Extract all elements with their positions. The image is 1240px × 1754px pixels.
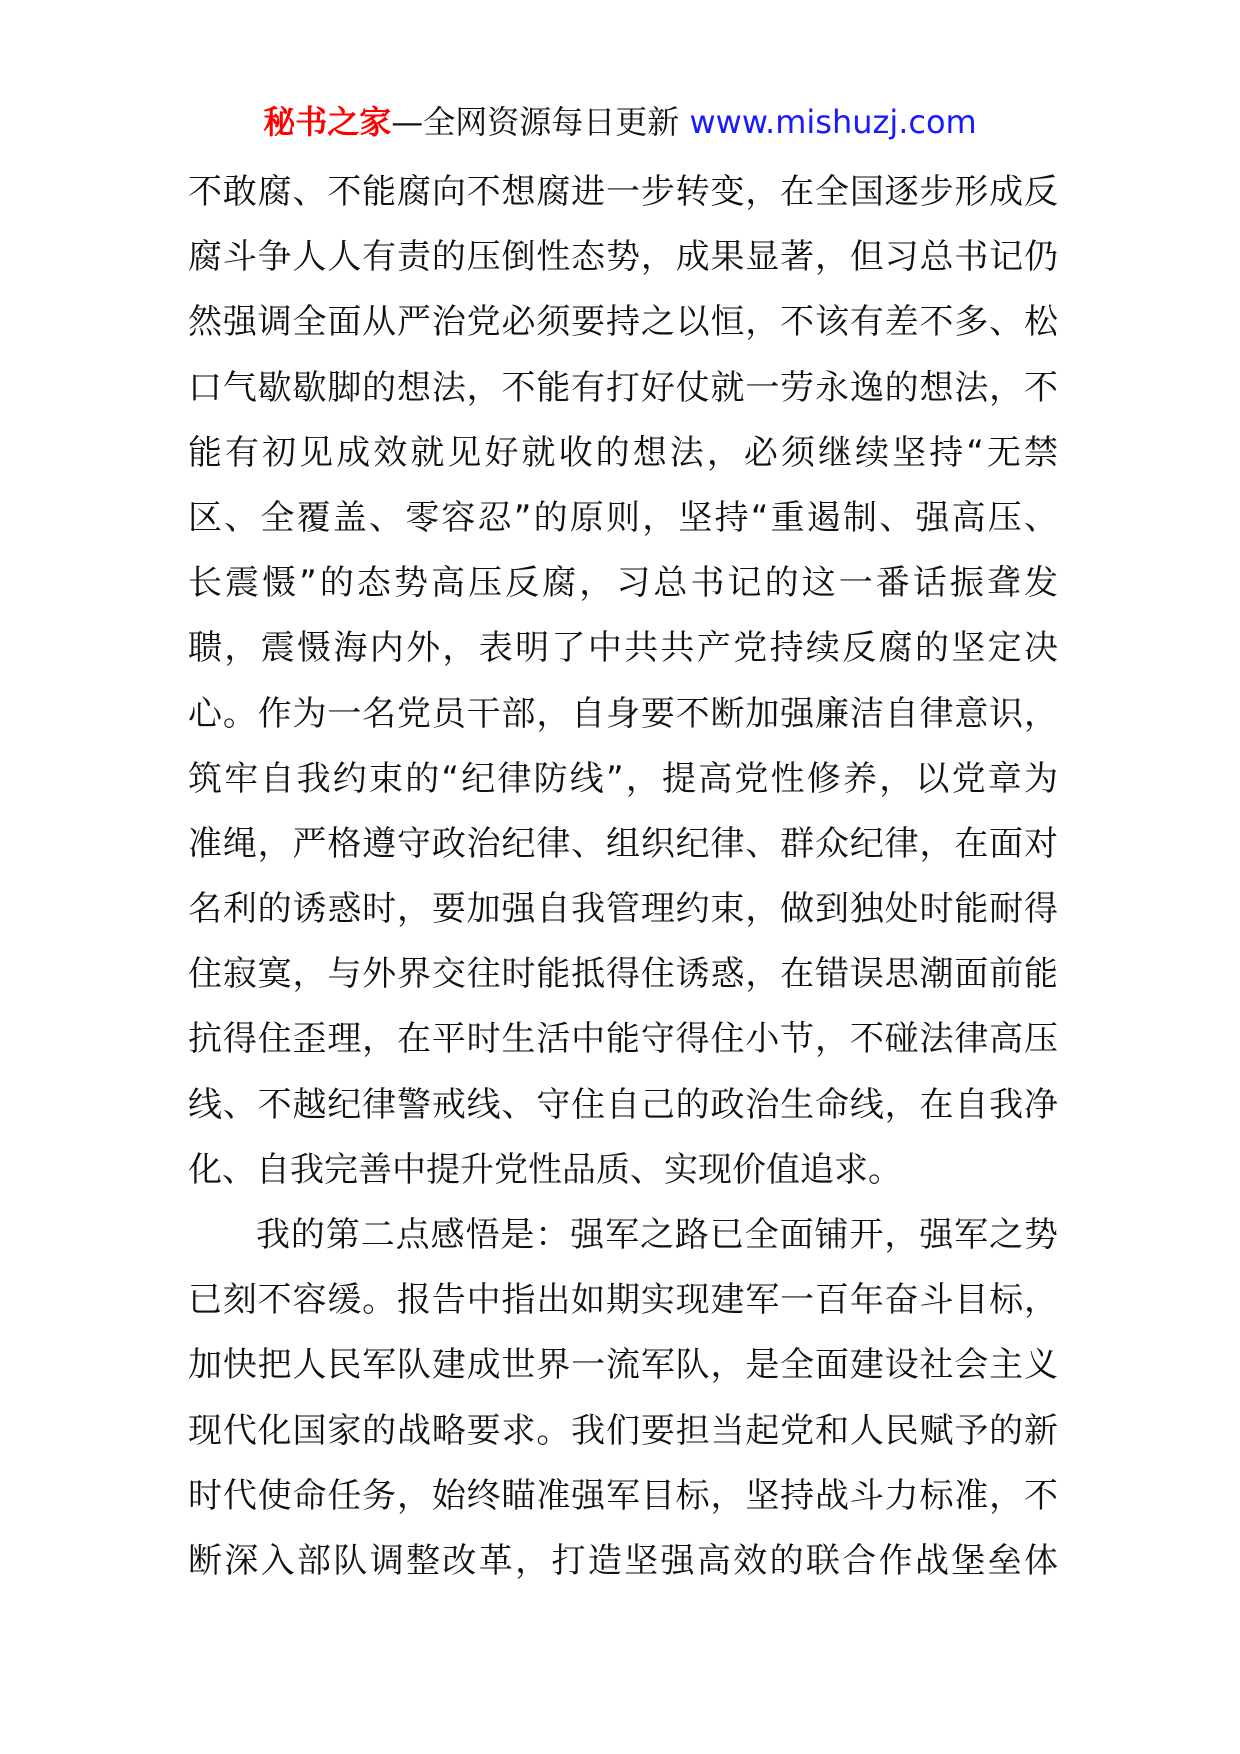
body-line: 聩，震慑海内外，表明了中共共产党持续反腐的坚定决: [188, 628, 1058, 669]
body-line: 心。作为一名党员干部，自身要不断加强廉洁自律意识，: [188, 693, 1058, 734]
body-line: 不敢腐、不能腐向不想腐进一步转变，在全国逐步形成反: [188, 172, 1058, 212]
body-line: 筑牢自我约束的“纪律防线”，提高党性修养，以党章为: [188, 758, 1058, 799]
body-line: 能有初见成效就见好就收的想法，必须继续坚持“无禁: [188, 432, 1058, 473]
body-line: 抗得住歪理，在平时生活中能守得住小节，不碰法律高压: [188, 1019, 1058, 1060]
body-line: 腐斗争人人有责的压倒性态势，成果显著，但习总书记仍: [188, 237, 1058, 278]
body-line: 住寂寞，与外界交往时能抵得住诱惑，在错误思潮面前能: [188, 954, 1058, 995]
body-line: 现代化国家的战略要求。我们要担当起党和人民赋予的新: [188, 1410, 1058, 1451]
body-line: 然强调全面从严治党必须要持之以恒，不该有差不多、松: [188, 302, 1058, 343]
body-line: 长震慑”的态势高压反腐，习总书记的这一番话振聋发: [188, 563, 1058, 604]
body-line: 区、全覆盖、零容忍”的原则，坚持“重遏制、强高压、: [188, 497, 1058, 538]
header-tagline: —全网资源每日更新: [391, 103, 690, 141]
page-header: [0, 100, 1240, 144]
body-line: 加快把人民军队建成世界一流军队，是全面建设社会主义: [188, 1345, 1058, 1386]
body-line: 口气歇歇脚的想法，不能有打好仗就一劳永逸的想法，不: [188, 367, 1058, 408]
body-line: 线、不越纪律警戒线、守住自己的政治生命线，在自我净: [188, 1084, 1058, 1125]
header-url-link[interactable]: www.mishuzj.com: [689, 103, 977, 141]
header-brand: 秘书之家: [263, 103, 392, 141]
body-line: 时代使命任务，始终瞄准强军目标，坚持战斗力标准，不: [188, 1475, 1058, 1516]
paragraph-start-line: 我的第二点感悟是：强军之路已全面铺开，强军之势: [256, 1215, 1058, 1255]
body-line: 已刻不容缓。报告中指出如期实现建军一百年奋斗目标，: [188, 1280, 1058, 1321]
document-body: [188, 160, 1058, 1594]
paragraph-end-line: 化、自我完善中提升党性品质、实现价值追求。: [188, 1149, 902, 1190]
body-line: 名利的诱惑时，要加强自我管理约束，做到独处时能耐得: [188, 889, 1058, 930]
body-line: 准绳，严格遵守政治纪律、组织纪律、群众纪律，在面对: [188, 823, 1058, 864]
body-line: 断深入部队调整改革，打造坚强高效的联合作战堡垒体: [188, 1540, 1058, 1581]
